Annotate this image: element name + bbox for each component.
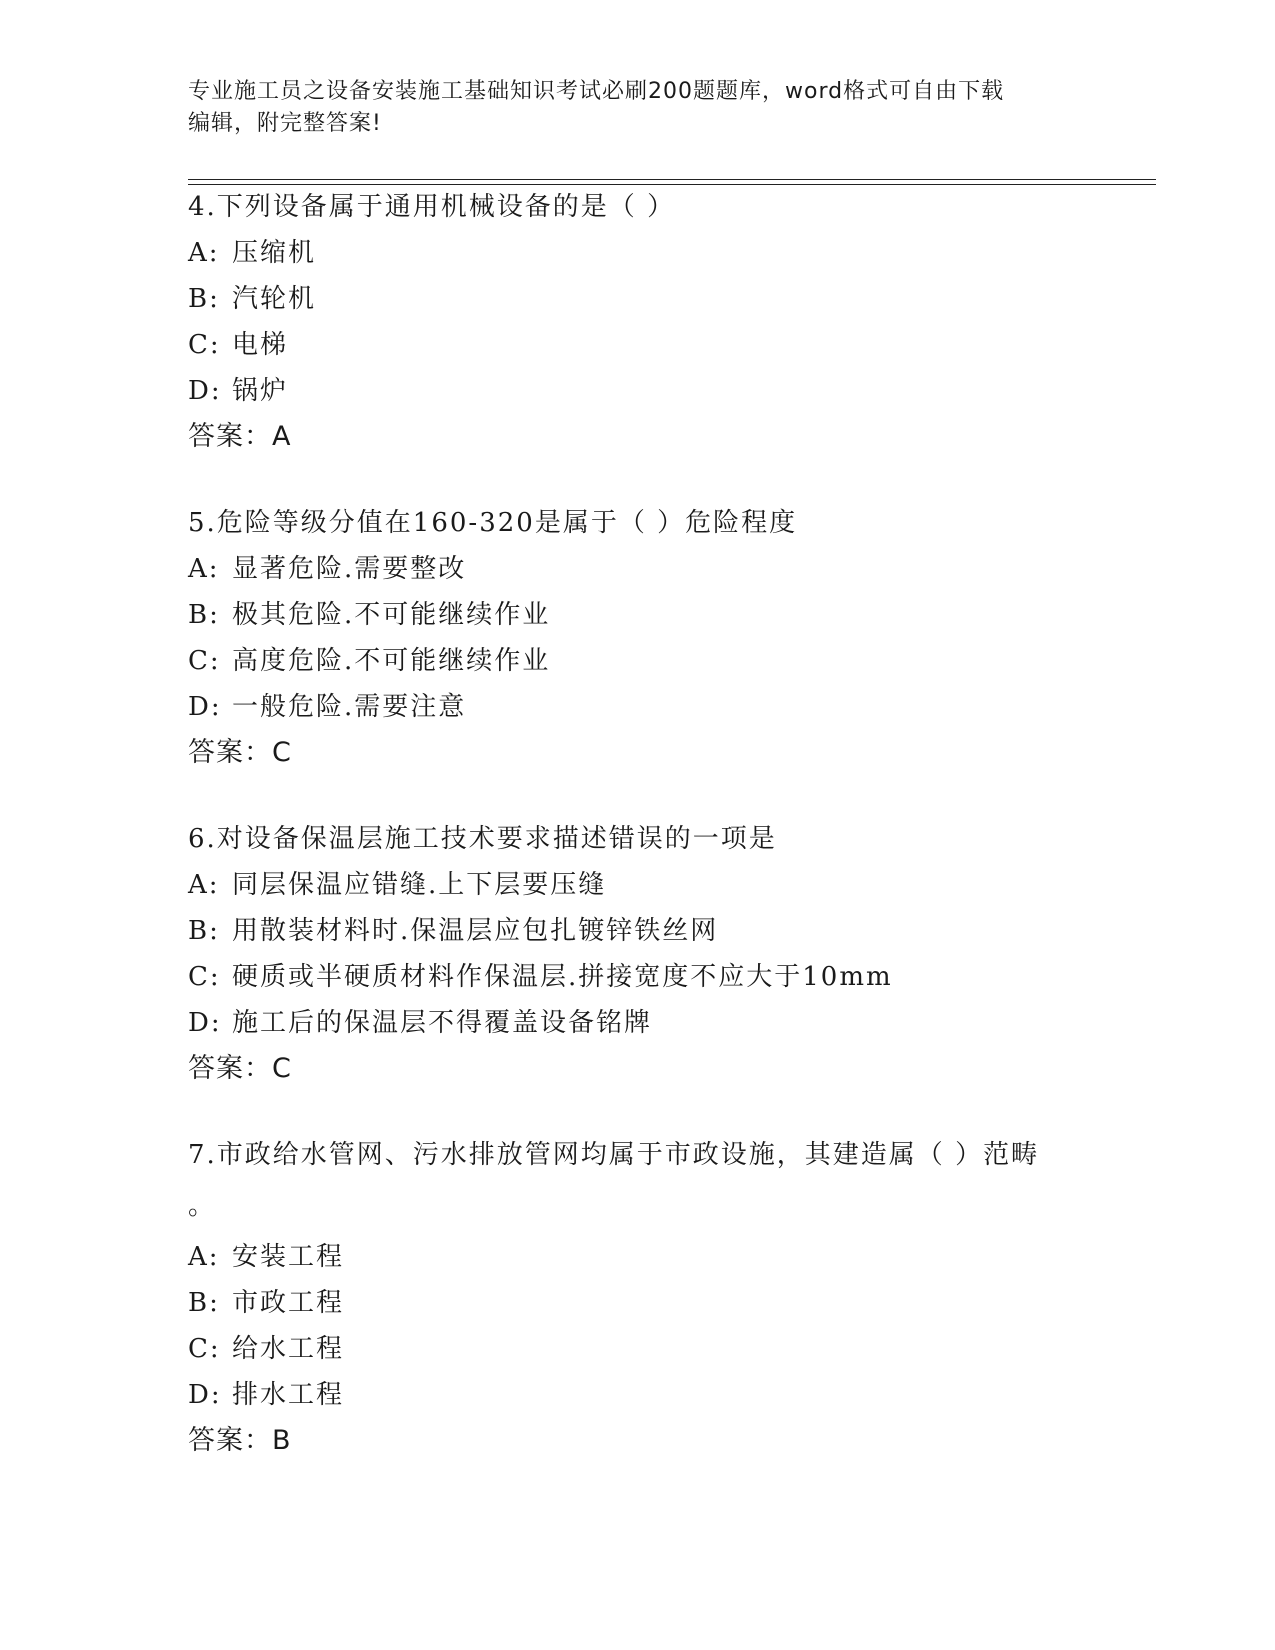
option-key: A: (188, 238, 220, 268)
option-key: D: (188, 692, 222, 722)
option-text: 汽轮机 (232, 284, 317, 314)
option-key: A: (188, 1242, 220, 1272)
option-text: 极其危险.不可能继续作业 (232, 600, 551, 630)
option-a (188, 1234, 1148, 1280)
option-text: 同层保温应错缝.上下层要压缝 (232, 870, 607, 900)
option-text: 用散装材料时.保温层应包扎镀锌铁丝网 (232, 916, 719, 946)
question-4 (188, 184, 1148, 460)
option-text: 安装工程 (232, 1242, 345, 1272)
option-b (188, 1280, 1148, 1326)
option-b (188, 276, 1148, 322)
option-d (188, 368, 1148, 414)
option-text: 市政工程 (232, 1288, 345, 1318)
option-d (188, 1372, 1148, 1418)
answer: 答案：B (188, 1425, 292, 1456)
option-text: 排水工程 (232, 1380, 345, 1410)
header-line-1: 专业施工员之设备安装施工基础知识考试必刷200题题库，word格式可自由下载 (188, 79, 1005, 104)
option-text: 显著危险.需要整改 (232, 554, 467, 584)
option-c (188, 638, 1148, 684)
answer: 答案：C (188, 737, 292, 768)
option-b (188, 908, 1148, 954)
option-key: D: (188, 1008, 222, 1038)
option-text: 硬质或半硬质材料作保温层.拼接宽度不应大于10mm (232, 962, 893, 992)
question-stem: 7.市政给水管网、污水排放管网均属于市政设施，其建造属（ ）范畴 (188, 1140, 1040, 1170)
option-key: B: (188, 600, 220, 630)
option-key: C: (188, 646, 221, 676)
option-text: 给水工程 (232, 1334, 345, 1364)
option-key: C: (188, 1334, 221, 1364)
option-key: D: (188, 1380, 222, 1410)
option-text: 施工后的保温层不得覆盖设备铭牌 (232, 1008, 653, 1038)
question-stem: 4.下列设备属于通用机械设备的是（ ） (188, 192, 676, 222)
option-c (188, 1326, 1148, 1372)
option-d (188, 684, 1148, 730)
option-key: B: (188, 1288, 220, 1318)
option-a (188, 862, 1148, 908)
option-c (188, 954, 1148, 1000)
option-text: 高度危险.不可能继续作业 (232, 646, 551, 676)
option-c (188, 322, 1148, 368)
question-stem: 5.危险等级分值在160-320是属于（ ）危险程度 (188, 508, 798, 538)
option-text: 一般危险.需要注意 (232, 692, 467, 722)
header-divider-top (188, 179, 1156, 180)
question-5 (188, 500, 1148, 776)
option-key: A: (188, 870, 220, 900)
option-d (188, 1000, 1148, 1046)
question-stem-continuation: 。 (188, 1191, 215, 1221)
option-key: D: (188, 376, 222, 406)
question-stem: 6.对设备保温层施工技术要求描述错误的一项是 (188, 824, 777, 854)
option-key: B: (188, 916, 220, 946)
option-b (188, 592, 1148, 638)
option-text: 压缩机 (232, 238, 317, 268)
question-6 (188, 816, 1148, 1092)
question-7 (188, 1132, 1148, 1464)
answer: 答案：A (188, 421, 292, 452)
option-text: 锅炉 (232, 376, 289, 406)
option-key: B: (188, 284, 220, 314)
header-line-2: 编辑，附完整答案! (188, 111, 382, 136)
option-text: 电梯 (232, 330, 289, 360)
option-key: A: (188, 554, 220, 584)
option-a (188, 546, 1148, 592)
option-key: C: (188, 962, 221, 992)
option-a (188, 230, 1148, 276)
document-header (188, 76, 1088, 140)
answer: 答案：C (188, 1053, 292, 1084)
option-key: C: (188, 330, 221, 360)
